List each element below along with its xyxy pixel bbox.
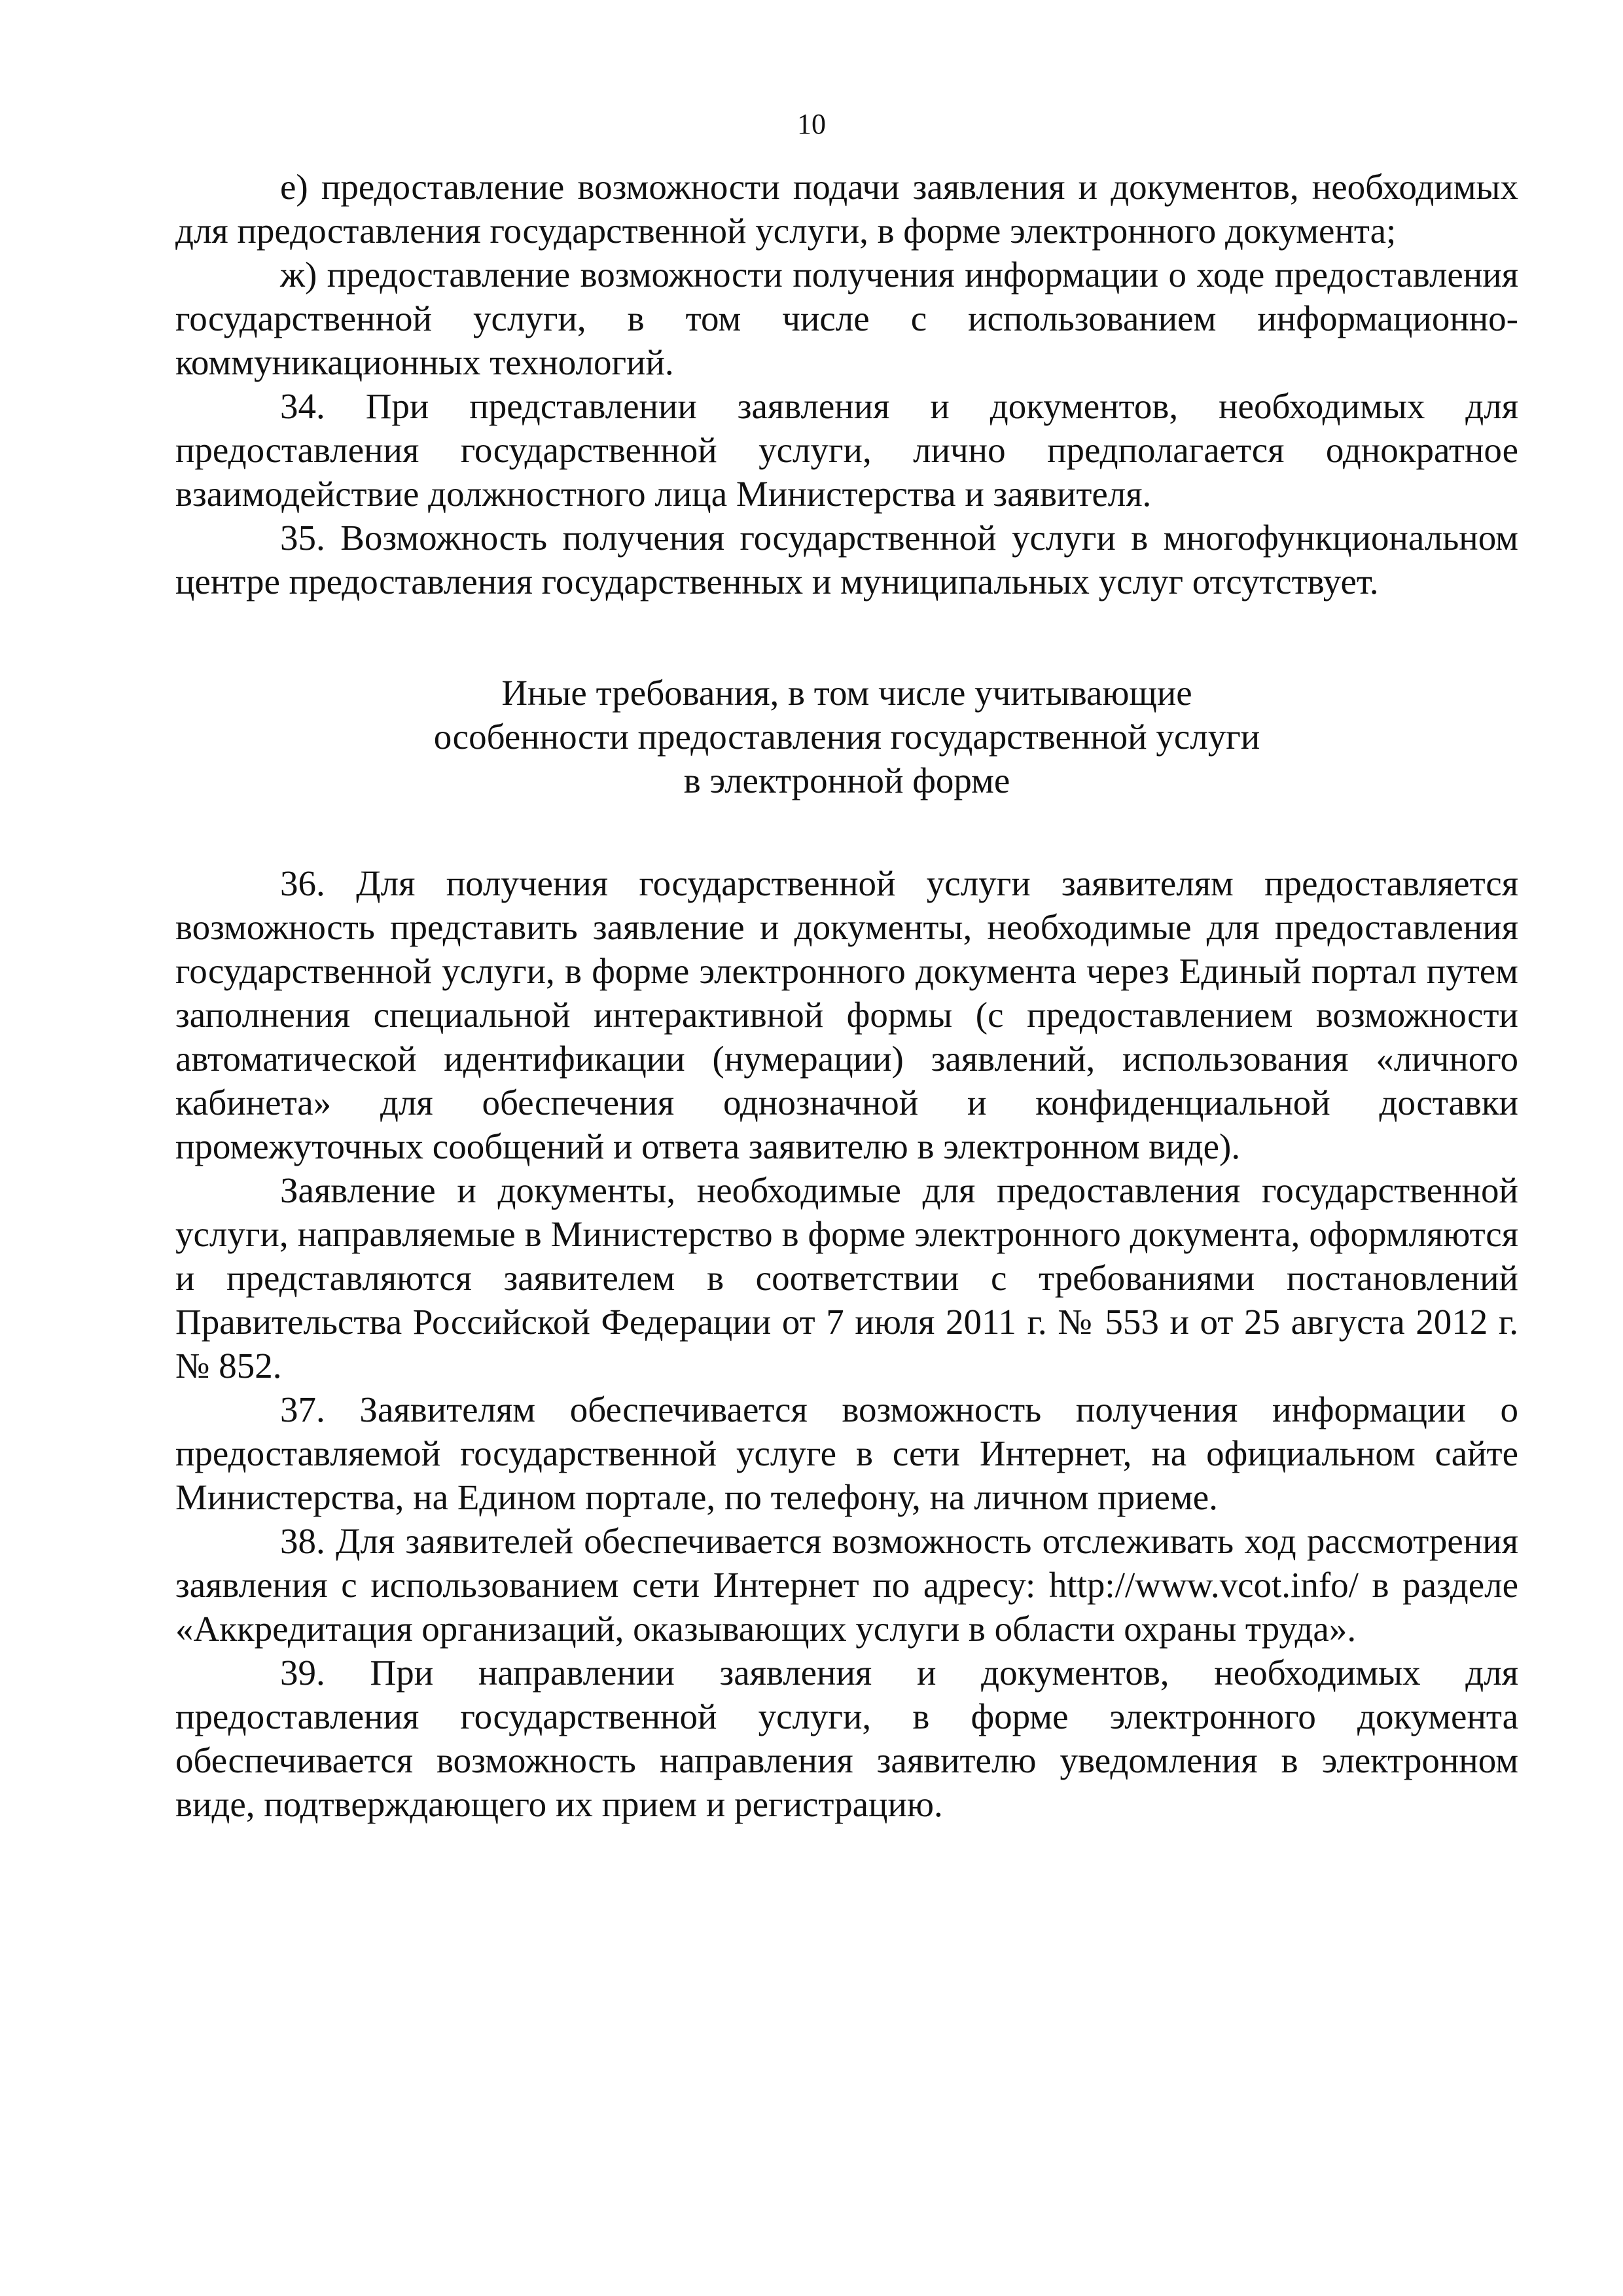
paragraph-item-e: е) предоставление возможности подачи заявления и документов, необходимых для предоставления государственной услуги, в форме электронного документа; [175, 167, 1518, 251]
section-heading-line-1: Иные требования, в том числе учитывающие [501, 673, 1192, 713]
paragraph-36-continued: Заявление и документы, необходимые для предоставления государственной услуги, направляемые в Министерство в форме электронного документа, оформляются и представляются заявителем в соответствии с требованиями постановлений Правительства Российской Федерации от 7 июля 2011 г. № 553 и от 25 августа 2012 г. № 852. [175, 1170, 1518, 1386]
paragraph-35: 35. Возможность получения государственной услуги в многофункциональном центре предоставления государственных и муниципальных услуг отсутствует. [175, 518, 1518, 601]
section-heading-line-3: в электронной форме [683, 761, 1010, 800]
document-body [175, 165, 1518, 1826]
section-heading [175, 671, 1518, 802]
paragraph-36: 36. Для получения государственной услуги заявителям предоставляется возможность представить заявление и документы, необходимые для предоставления государственной услуги, в форме электронного документа через Единый портал путем заполнения специальной интерактивной формы (с предоставлением возможности автоматической идентификации (нумерации) заявлений, использования «личного кабинета» для обеспечения однозначной и конфиденциальной доставки промежуточных сообщений и ответа заявителю в электронном виде). [175, 863, 1518, 1166]
paragraph-39: 39. При направлении заявления и документов, необходимых для предоставления государственной услуги, в форме электронного документа обеспечивается возможность направления заявителю уведомления в электронном виде, подтверждающего их прием и регистрацию. [175, 1653, 1518, 1824]
paragraph-37: 37. Заявителям обеспечивается возможность получения информации о предоставляемой государственной услуге в сети Интернет, на официальном сайте Министерства, на Едином портале, по телефону, на личном приеме. [175, 1390, 1518, 1517]
paragraph-38: 38. Для заявителей обеспечивается возможность отслеживать ход рассмотрения заявления с использованием сети Интернет по адресу: http://www.vcot.info/ в разделе «Аккредитация организаций, оказывающих услуги в области охраны труда». [175, 1521, 1518, 1649]
page-number: 10 [797, 108, 826, 140]
paragraph-34: 34. При представлении заявления и документов, необходимых для предоставления государственной услуги, лично предполагается однократное взаимодействие должностного лица Министерства и заявителя. [175, 386, 1518, 514]
paragraph-item-zh: ж) предоставление возможности получения информации о ходе предоставления государственной услуги, в том числе с использованием информационно-коммуникационных технологий. [175, 255, 1518, 382]
section-heading-line-2: особенности предоставления государственной услуги [433, 717, 1260, 757]
